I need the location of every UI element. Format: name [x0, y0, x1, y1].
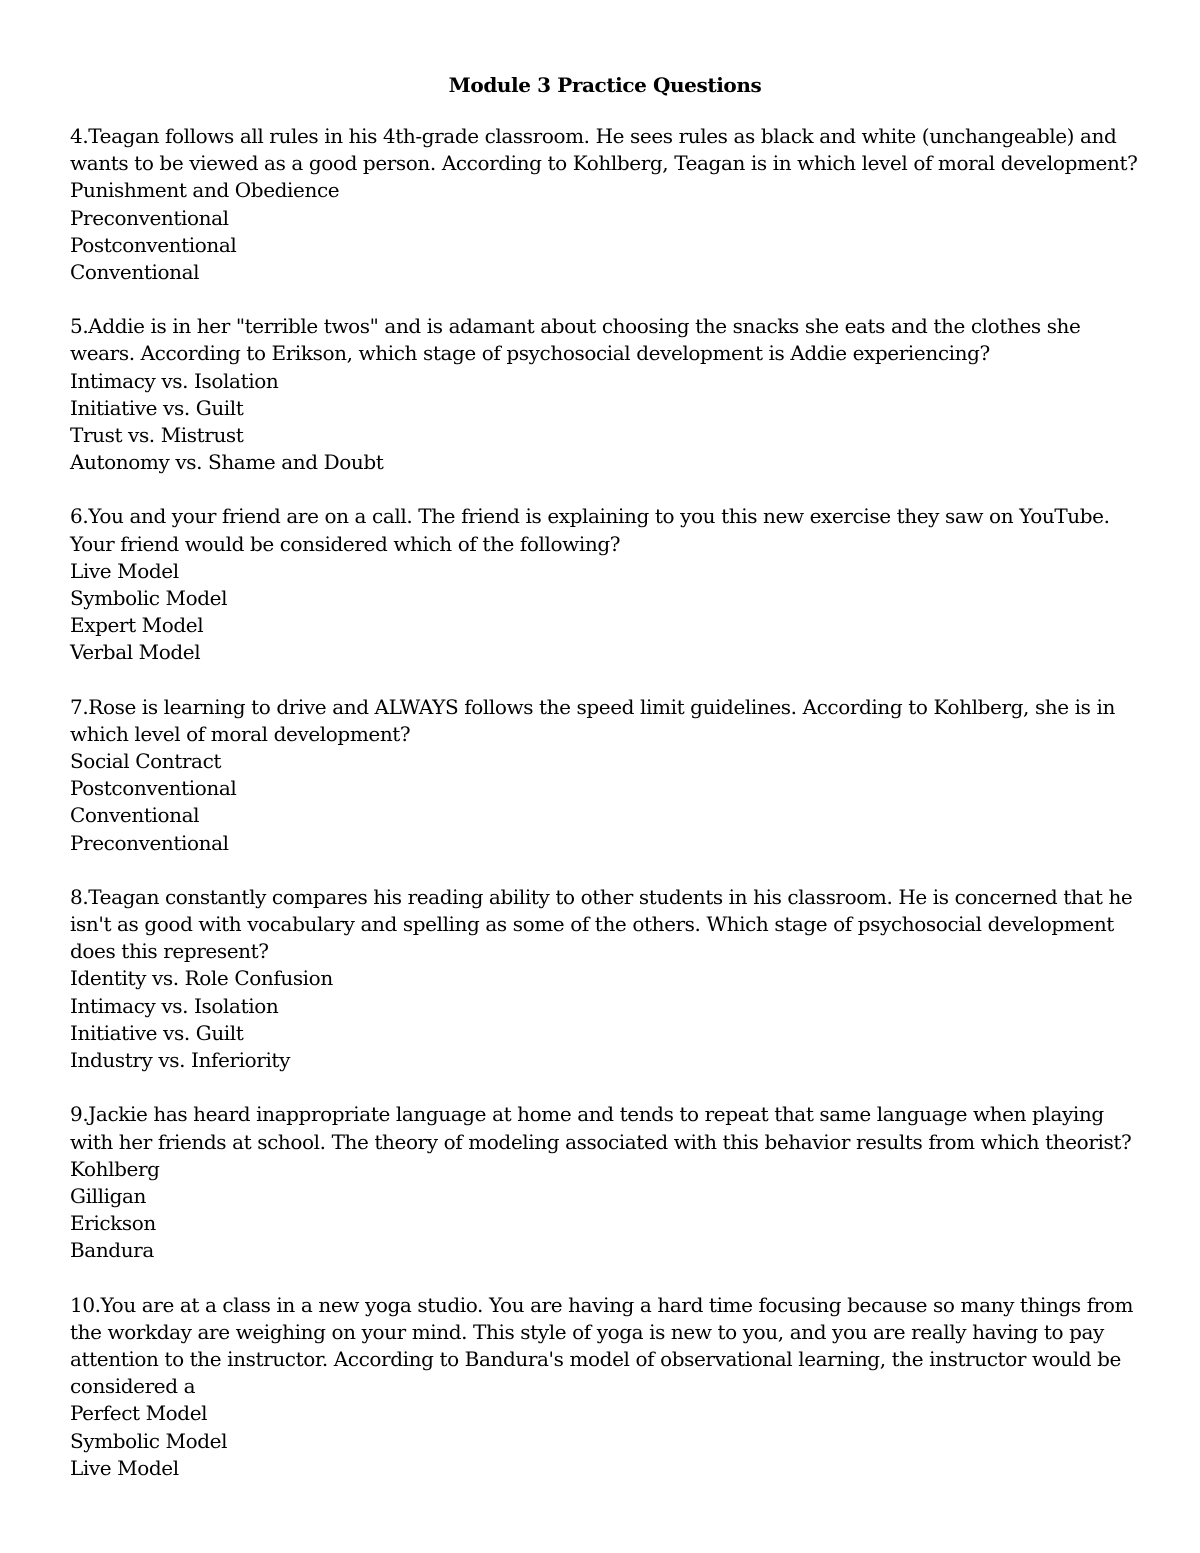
question-number: 10.	[70, 1292, 101, 1317]
answer-option: Punishment and Obedience	[70, 178, 340, 203]
answer-option: Verbal Model	[70, 640, 201, 665]
question-number: 6.	[70, 504, 89, 529]
answer-option: Trust vs. Mistrust	[70, 423, 244, 448]
answer-option: Symbolic Model	[70, 586, 228, 611]
answer-option: Postconventional	[70, 776, 237, 801]
question-number: 9.	[70, 1102, 89, 1127]
question-5	[70, 313, 1140, 476]
question-9	[70, 1101, 1140, 1264]
answer-options	[70, 1156, 1140, 1265]
question-7	[70, 694, 1140, 857]
answer-options	[70, 177, 1140, 286]
answer-option: Symbolic Model	[70, 1428, 228, 1453]
question-number: 4.	[70, 124, 89, 148]
question-prompt: Teagan follows all rules in his 4th-grade classroom. He sees rules as black and white (unchangeable) and wants to be viewed as a good person. According to Kohlberg, Teagan is in which level of moral development?	[70, 124, 1138, 176]
question-prompt: Jackie has heard inappropriate language at home and tends to repeat that same language when playing with her friends at school. The theory of modeling associated with this behavior results from which theorist?	[70, 1102, 1132, 1154]
question-prompt: You are at a class in a new yoga studio. You are having a hard time focusing because so many things from the workday are weighing on your mind. This style of yoga is new to you, and you are really having to pay attention to the instructor. According to Bandura's model of observational learning, the instructor would be considered a	[70, 1292, 1134, 1399]
answer-option: Expert Model	[70, 613, 204, 638]
answer-option: Social Contract	[70, 749, 222, 774]
answer-options	[70, 748, 1140, 857]
question-4	[70, 123, 1140, 286]
answer-option: Live Model	[70, 1455, 179, 1480]
question-number: 7.	[70, 694, 89, 719]
question-number: 5.	[70, 314, 89, 339]
answer-option: Autonomy vs. Shame and Doubt	[70, 450, 384, 475]
answer-option: Bandura	[70, 1238, 154, 1263]
answer-options	[70, 965, 1140, 1074]
question-text	[70, 1292, 1140, 1401]
question-text	[70, 884, 1140, 966]
question-text	[70, 123, 1140, 177]
answer-option: Perfect Model	[70, 1401, 208, 1426]
question-prompt: Rose is learning to drive and ALWAYS follows the speed limit guidelines. According to Kohlberg, she is in which level of moral development?	[70, 694, 1115, 746]
answer-option: Preconventional	[70, 205, 229, 230]
answer-option: Initiative vs. Guilt	[70, 1020, 244, 1045]
question-text	[70, 313, 1140, 367]
question-text	[70, 503, 1140, 557]
answer-option: Gilligan	[70, 1183, 146, 1208]
question-prompt: Addie is in her "terrible twos" and is adamant about choosing the snacks she eats and the clothes she wears. According to Erikson, which stage of psychosocial development is Addie experiencing?	[70, 314, 1081, 366]
question-6	[70, 503, 1140, 666]
question-text	[70, 1101, 1140, 1155]
answer-options	[70, 1400, 1140, 1482]
answer-option: Preconventional	[70, 830, 229, 855]
answer-option: Conventional	[70, 260, 200, 285]
answer-option: Kohlberg	[70, 1156, 160, 1181]
answer-option: Intimacy vs. Isolation	[70, 993, 279, 1018]
answer-option: Conventional	[70, 803, 200, 828]
page-title: Module 3 Practice Questions	[448, 73, 762, 97]
answer-option: Intimacy vs. Isolation	[70, 368, 279, 393]
answer-option: Initiative vs. Guilt	[70, 395, 244, 420]
answer-option: Identity vs. Role Confusion	[70, 966, 333, 991]
answer-option: Live Model	[70, 558, 179, 583]
question-10	[70, 1292, 1140, 1482]
answer-option: Industry vs. Inferiority	[70, 1048, 290, 1073]
question-8	[70, 884, 1140, 1074]
answer-options	[70, 558, 1140, 667]
question-text	[70, 694, 1140, 748]
question-prompt: You and your friend are on a call. The friend is explaining to you this new exercise they saw on YouTube. Your friend would be considered which of the following?	[70, 504, 1110, 556]
answer-option: Erickson	[70, 1211, 156, 1236]
question-prompt: Teagan constantly compares his reading ability to other students in his classroom. He is concerned that he isn't as good with vocabulary and spelling as some of the others. Which stage of psychosocial development does this represent?	[70, 884, 1133, 964]
answer-option: Postconventional	[70, 232, 237, 257]
question-number: 8.	[70, 884, 89, 909]
answer-options	[70, 368, 1140, 477]
document-page	[70, 70, 1140, 1509]
